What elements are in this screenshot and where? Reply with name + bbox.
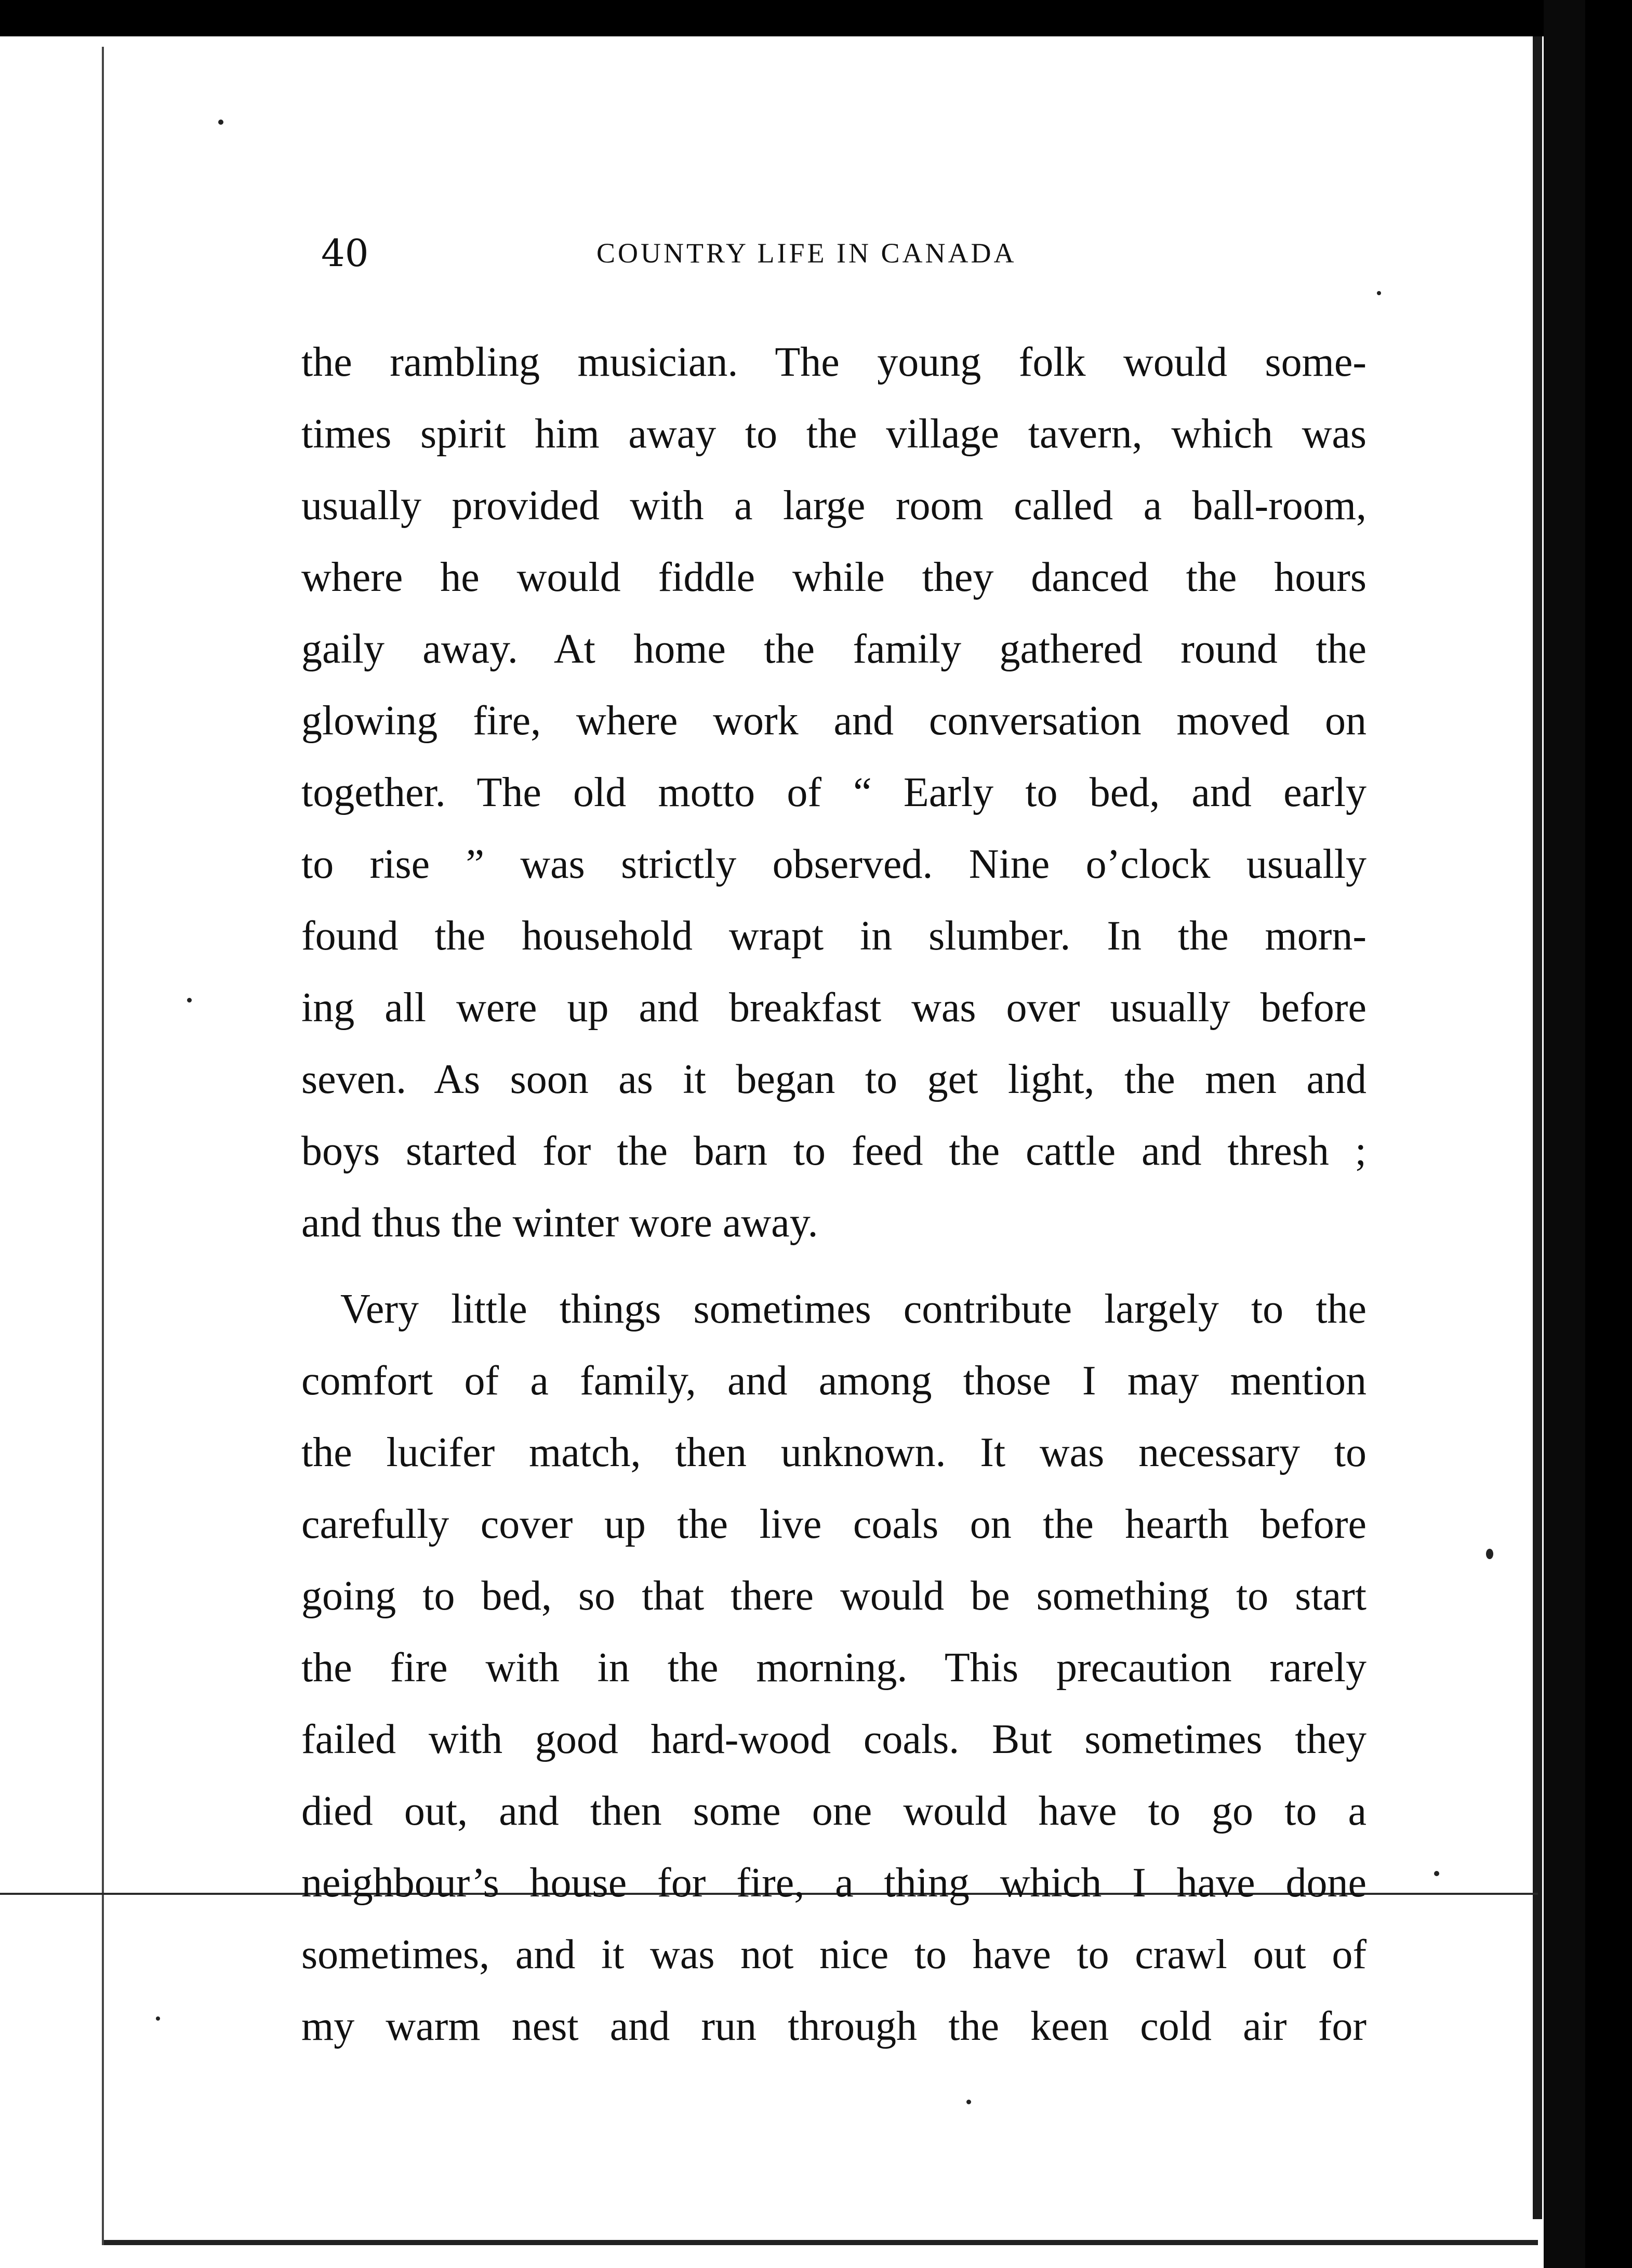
page-edge-left [102,47,104,2245]
text-line: comfort of a family, and among those I may mention [301,1358,1366,1404]
text-line: Very little things sometimes contribute largely to the [340,1286,1366,1332]
text-line: to rise ” was strictly observed. Nine o’clock usually [301,841,1366,887]
body-text [301,326,1366,2062]
text-line: neighbour’s house for fire, a thing which I have done [301,1860,1366,1906]
text-line: going to bed, so that there would be something to start [301,1573,1366,1619]
text-line: ing all were up and breakfast was over usually before [301,985,1366,1031]
text-line: the lucifer match, then unknown. It was necessary to [301,1430,1366,1475]
text-line: times spirit him away to the village tavern, which was [301,411,1366,457]
text-line: carefully cover up the live coals on the hearth before [301,1501,1366,1547]
scan-speck [156,2016,160,2021]
page-number: 40 [321,231,369,275]
running-title: COUNTRY LIFE IN CANADA [596,238,1017,269]
text-line: where he would fiddle while they danced the hours [301,555,1366,600]
scan-speck [187,998,192,1003]
text-line: boys started for the barn to feed the cattle and thresh ; [301,1128,1366,1174]
scan-speck [1486,1549,1493,1559]
text-line: failed with good hard-wood coals. But sometimes they [301,1717,1366,1762]
scan-speck [966,2100,971,2104]
page-edge-bottom [104,2240,1538,2245]
paragraph-2 [301,1273,1366,2062]
text-line: sometimes, and it was not nice to have to crawl out of [301,1932,1366,1977]
paragraph-gap [301,1259,1366,1273]
text-line: my warm nest and run through the keen cold air for [301,2003,1366,2049]
text-line: usually provided with a large room called a ball-room, [301,483,1366,529]
text-line: gaily away. At home the family gathered round the [301,626,1366,672]
text-line: the rambling musician. The young folk would some- [301,339,1366,385]
text-line: seven. As soon as it began to get light, the men and [301,1057,1366,1102]
scan-speck [1377,291,1381,295]
scan-speck [1434,1871,1439,1876]
text-line: found the household wrapt in slumber. In the morn- [301,913,1366,959]
scan-border-right-inner [1585,0,1632,2268]
text-line: died out, and then some one would have to go to a [301,1788,1366,1834]
scan-border-top [0,0,1632,36]
page-edge-right [1533,36,1542,2219]
scan-speck [218,120,223,125]
text-line: glowing fire, where work and conversation moved on [301,698,1366,744]
text-line: together. The old motto of “ Early to bed, and early [301,770,1366,815]
page-header [321,225,1204,282]
text-line: the fire with in the morning. This precaution rarely [301,1645,1366,1691]
text-line: and thus the winter wore away. [301,1200,818,1246]
paragraph-1 [301,326,1366,1259]
